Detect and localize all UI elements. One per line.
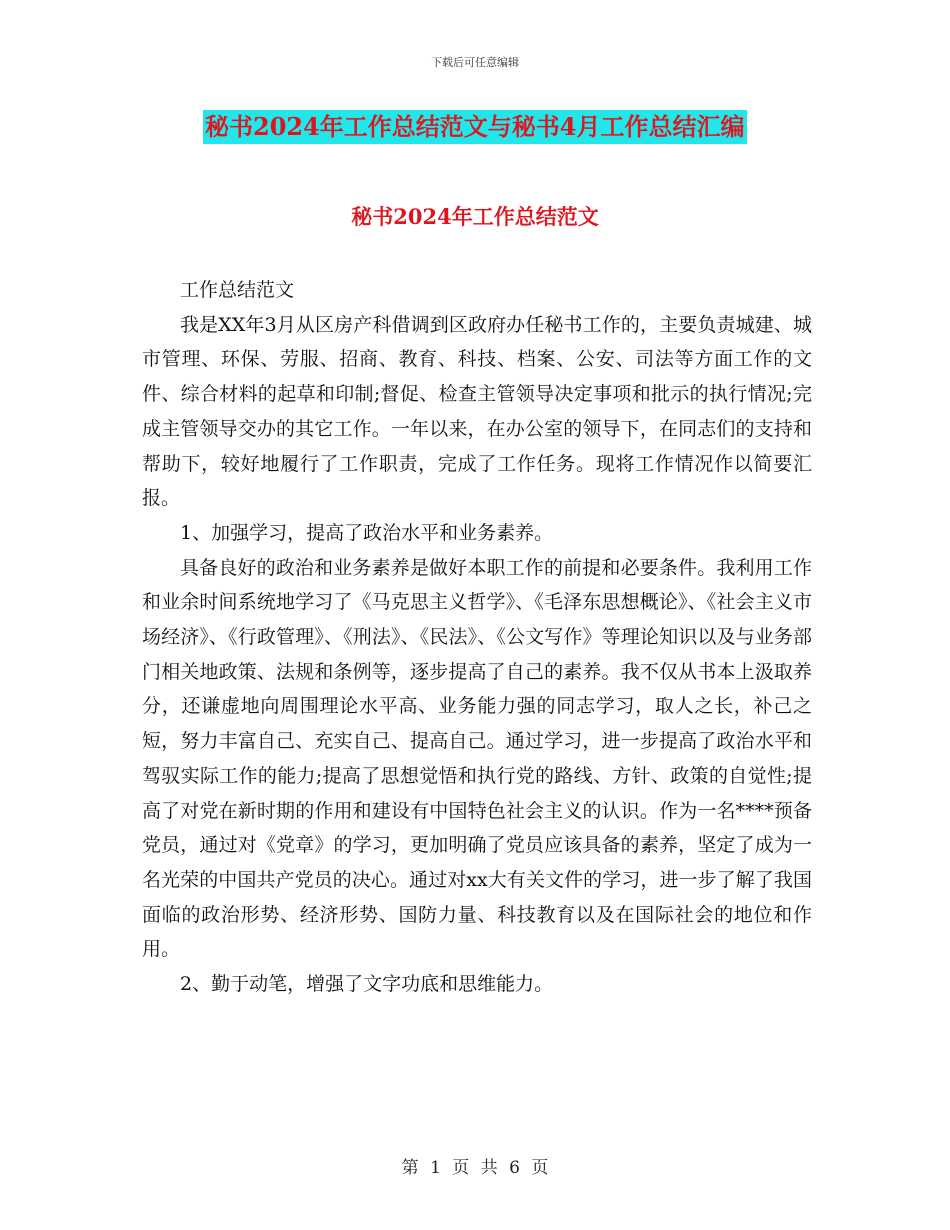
- page-footer: 第 1 页 共 6 页: [401, 1158, 549, 1178]
- paragraph-heading: 2、勤于动笔，增强了文字功底和思维能力。: [180, 973, 554, 996]
- paragraph: 我是XX年3月从区房产科借调到区政府办任秘书工作的，主要负责城建、城市管理、环保、劳服、招商、教育、科技、档案、公安、司法等方面工作的文件、综合材料的起草和印制;督促、检查主管领导决定事项和批示的执行情况;完成主管领导交办的其它工作。一年以来，在办公室的领导下，在同志们的支持和帮助下，较好地履行了工作职责，完成了工作任务。现将工作情况作以简要汇报。: [142, 313, 812, 510]
- document-title: 秘书2024年工作总结范文与秘书4月工作总结汇编: [203, 110, 747, 144]
- section-title: 秘书2024年工作总结范文: [351, 204, 599, 229]
- header-note: 下载后可任意编辑: [431, 56, 519, 69]
- paragraph: 工作总结范文: [180, 279, 295, 301]
- paragraph-heading: 1、加强学习，提高了政治水平和业务素养。: [180, 521, 554, 544]
- paragraph: 具备良好的政治和业务素养是做好本职工作的前提和必要条件。我利用工作和业余时间系统地学习了《马克思主义哲学》、《毛泽东思想概论》、《社会主义市场经济》、《行政管理》、《刑法》、《民法》、《公文写作》等理论知识以及与业务部门相关地政策、法规和条例等，逐步提高了自己的素养。我不仅从书本上汲取养分，还谦虚地向周围理论水平高、业务能力强的同志学习，取人之长，补己之短，努力丰富自己、充实自己、提高自己。通过学习，进一步提高了政治水平和驾驭实际工作的能力;提高了思想觉悟和执行党的路线、方针、政策的自觉性;提高了对党在新时期的作用和建设有中国特色社会主义的认识。作为一名****预备党员，通过对《党章》的学习，更加明确了党员应该具备的素养，坚定了成为一名光荣的中国共产党员的决心。通过对xx大有关文件的学习，进一步了解了我国面临的政治形势、经济形势、国防力量、科技教育以及在国际社会的地位和作用。: [142, 556, 812, 961]
- document-body: [142, 223, 812, 1002]
